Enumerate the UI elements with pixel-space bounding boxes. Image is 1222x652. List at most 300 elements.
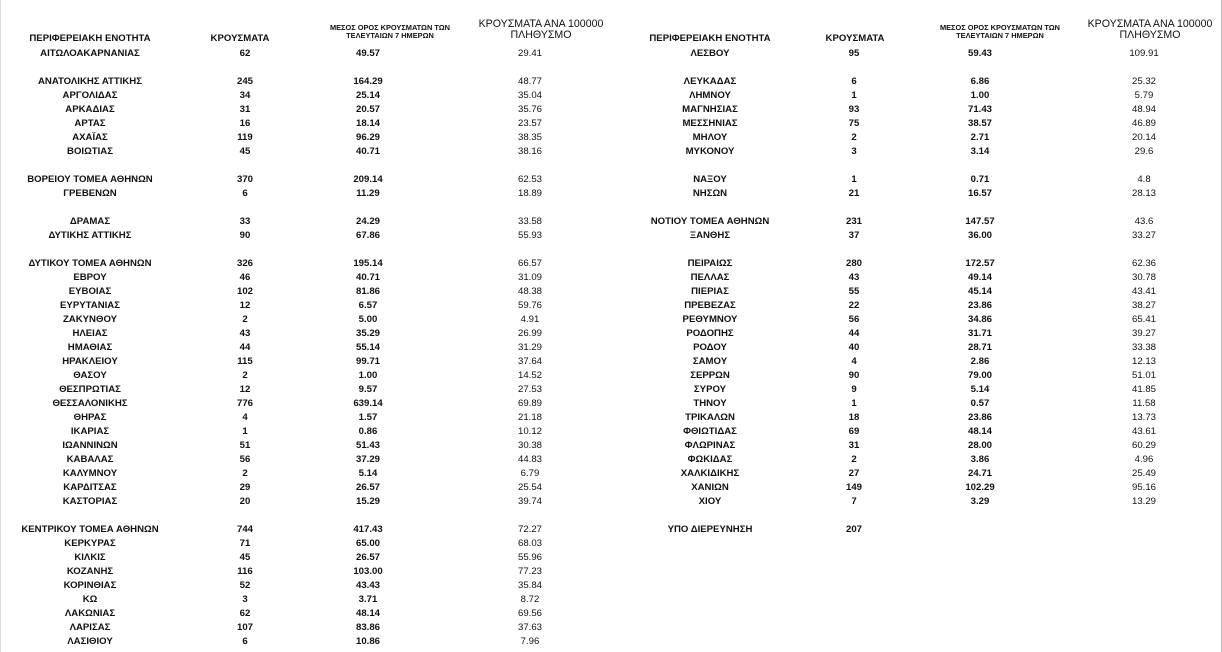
avg7-cell: 55.14 [355,342,380,353]
cases-cell: 280 [845,258,862,269]
per100k-cell: 21.18 [517,412,542,423]
region-cell: ΕΥΡΥΤΑΝΙΑΣ [60,300,120,311]
avg7-cell: 195.14 [353,258,383,269]
region-cell: ΝΗΣΩΝ [692,188,728,199]
region-cell: ΛΑΡΙΣΑΣ [69,622,111,633]
per100k-cell: 38.35 [517,132,542,143]
region-cell: ΔΡΑΜΑΣ [69,216,111,227]
table-row [0,300,610,313]
per100k-cell: 25.49 [1131,468,1156,479]
avg7-cell: 1.00 [970,90,990,101]
region-cell: ΧΑΛΚΙΔΙΚΗΣ [680,468,740,479]
avg7-cell: 1.00 [358,370,378,381]
cases-cell: 1 [851,90,857,101]
cases-cell: 4 [851,356,857,367]
per100k-cell: 6.79 [520,468,540,479]
cases-cell: 119 [237,132,253,143]
avg7-cell: 67.86 [355,230,380,241]
per100k-cell: 30.78 [1131,272,1156,283]
avg7-cell: 147.57 [965,216,995,227]
per100k-cell: 69.56 [517,608,542,619]
cases-cell: 31 [848,440,860,451]
per100k-cell: 41.85 [1131,384,1156,395]
table-row [608,48,1222,61]
per100k-cell: 62.53 [517,174,542,185]
cases-cell: 37 [848,230,860,241]
per100k-cell: 68.03 [517,538,542,549]
cases-cell: 1 [851,174,857,185]
cases-cell: 102 [236,286,253,297]
cases-cell: 31 [239,104,251,115]
cases-cell: 12 [239,300,251,311]
cases-cell: 29 [239,482,251,493]
table-row [0,76,610,89]
cases-cell: 776 [236,398,253,409]
per100k-cell: 20.14 [1131,132,1156,143]
table-row [608,174,1222,187]
avg7-cell: 2.86 [970,356,990,367]
region-cell: ΛΑΣΙΘΙΟΥ [67,636,113,647]
avg7-cell: 164.29 [353,76,383,87]
cases-cell: 34 [239,90,251,101]
per100k-cell: 31.29 [517,342,542,353]
table-row [608,468,1222,481]
region-cell: ΘΗΡΑΣ [73,412,107,423]
cases-cell: 2 [851,454,857,465]
per100k-cell: 35.04 [517,90,542,101]
cases-cell: 43 [239,328,251,339]
cases-cell: 4 [242,412,248,423]
per100k-cell: 38.16 [517,146,542,157]
region-cell: ΧΙΟΥ [698,496,722,507]
region-cell: ΚΑΛΥΜΝΟΥ [62,468,118,479]
region-cell: ΣΑΜΟΥ [692,356,728,367]
per100k-cell: 95.16 [1131,482,1156,493]
per100k-cell: 33.27 [1131,230,1156,241]
region-cell: ΣΥΡΟΥ [693,384,727,395]
cases-cell: 44 [239,342,251,353]
header-per100k: ΚΡΟΥΣΜΑΤΑ ΑΝΑ 100000 ΠΛΗΘΥΣΜΟ [478,18,604,42]
table-row [0,524,610,537]
region-cell: ΗΜΑΘΙΑΣ [67,342,113,353]
avg7-cell: 59.43 [967,48,992,59]
region-cell: ΞΑΝΘΗΣ [689,230,731,241]
avg7-cell: 5.14 [358,468,378,479]
cases-cell: 7 [851,496,857,507]
cases-cell: 3 [242,594,248,605]
avg7-cell: 3.86 [970,454,990,465]
region-cell: ΘΕΣΣΑΛΟΝΙΚΗΣ [52,398,128,409]
table-row [0,482,610,495]
region-cell: ΗΛΕΙΑΣ [72,328,108,339]
per100k-cell: 13.29 [1131,496,1156,507]
avg7-cell: 35.29 [355,328,380,339]
table-row [608,104,1222,117]
cases-cell: 1 [242,426,248,437]
avg7-cell: 38.57 [967,118,992,129]
region-cell: ΛΗΜΝΟΥ [689,90,731,101]
per100k-cell: 43.61 [1131,426,1156,437]
region-cell: ΚΕΡΚΥΡΑΣ [64,538,116,549]
table-row [608,328,1222,341]
avg7-cell: 28.71 [967,342,992,353]
avg7-cell: 0.86 [358,426,378,437]
table-row [0,412,610,425]
avg7-cell: 2.71 [970,132,990,143]
region-cell: ΡΟΔΟΥ [693,342,727,353]
region-cell: ΚΑΡΔΙΤΣΑΣ [63,482,117,493]
table-row [608,412,1222,425]
per100k-cell: 38.27 [1131,300,1156,311]
table-row [0,370,610,383]
region-cell: ΛΕΣΒΟΥ [690,48,730,59]
avg7-cell: 79.00 [967,370,992,381]
table-row [608,496,1222,509]
per100k-cell: 18.89 [517,188,542,199]
avg7-cell: 26.57 [355,552,380,563]
per100k-cell: 4.96 [1134,454,1154,465]
avg7-cell: 18.14 [355,118,380,129]
table-row [0,552,610,565]
cases-cell: 326 [236,258,253,269]
avg7-cell: 20.57 [355,104,380,115]
cases-cell: 69 [848,426,860,437]
table-row [0,426,610,439]
cases-cell: 71 [239,538,251,549]
per100k-cell: 51.01 [1131,370,1156,381]
avg7-cell: 0.57 [970,398,990,409]
table-row [608,342,1222,355]
per100k-cell: 69.89 [517,398,542,409]
cases-cell: 95 [848,48,860,59]
avg7-cell: 209.14 [353,174,383,185]
per100k-cell: 44.83 [517,454,542,465]
table-row [608,216,1222,229]
table-row [0,342,610,355]
avg7-cell: 48.14 [967,426,992,437]
cases-cell: 56 [239,454,251,465]
region-cell: ΕΥΒΟΙΑΣ [68,286,112,297]
region-cell: ΛΑΚΩΝΙΑΣ [64,608,116,619]
region-cell: ΡΟΔΟΠΗΣ [686,328,734,339]
table-row [608,146,1222,159]
table-row [0,118,610,131]
region-cell: ΚΟΖΑΝΗΣ [66,566,114,577]
table-row [608,370,1222,383]
avg7-cell: 83.86 [355,622,380,633]
cases-cell: 40 [848,342,860,353]
avg7-cell: 24.71 [967,468,992,479]
region-cell: ΝΟΤΙΟΥ ΤΟΜΕΑ ΑΘΗΝΩΝ [650,216,770,227]
table-row [0,258,610,271]
avg7-cell: 25.14 [355,90,380,101]
avg7-cell: 40.71 [355,146,380,157]
region-cell: ΣΕΡΡΩΝ [690,370,730,381]
region-cell: ΚΕΝΤΡΙΚΟΥ ΤΟΜΕΑ ΑΘΗΝΩΝ [21,524,159,535]
per100k-cell: 37.63 [517,622,542,633]
avg7-cell: 11.29 [356,188,380,199]
region-cell: ΑΝΑΤΟΛΙΚΗΣ ΑΤΤΙΚΗΣ [38,76,142,87]
table-row [0,538,610,551]
table-row [0,104,610,117]
avg7-cell: 28.00 [967,440,992,451]
table-row [608,314,1222,327]
cases-cell: 370 [236,174,253,185]
cases-cell: 6 [851,76,857,87]
header-per100k: ΚΡΟΥΣΜΑΤΑ ΑΝΑ 100000 ΠΛΗΘΥΣΜΟ [1087,18,1213,42]
cases-cell: 116 [237,566,253,577]
region-cell: ΔΥΤΙΚΟΥ ΤΟΜΕΑ ΑΘΗΝΩΝ [28,258,152,269]
avg7-cell: 3.71 [358,594,378,605]
region-cell: ΔΥΤΙΚΗΣ ΑΤΤΙΚΗΣ [48,230,132,241]
region-cell: ΑΡΚΑΔΙΑΣ [65,104,115,115]
table-row [0,286,610,299]
avg7-cell: 3.29 [970,496,990,507]
avg7-cell: 16.57 [967,188,992,199]
table-row [608,118,1222,131]
avg7-cell: 96.29 [355,132,380,143]
avg7-cell: 3.14 [970,146,990,157]
cases-cell: 51 [239,440,251,451]
region-cell: ΘΕΣΠΡΩΤΙΑΣ [59,384,121,395]
per100k-cell: 13.73 [1131,412,1156,423]
cases-cell: 62 [239,48,251,59]
per100k-cell: 62.36 [1131,258,1156,269]
table-row [608,76,1222,89]
avg7-cell: 103.00 [353,566,383,577]
cases-cell: 149 [845,482,862,493]
region-cell: ΘΑΣΟΥ [73,370,107,381]
per100k-cell: 29.41 [517,48,542,59]
per100k-cell: 59.76 [517,300,542,311]
cases-cell: 3 [851,146,857,157]
avg7-cell: 49.14 [967,272,992,283]
region-cell: ΚΩ [82,594,98,605]
region-cell: ΑΡΤΑΣ [74,118,106,129]
avg7-cell: 37.29 [355,454,380,465]
cases-cell: 75 [848,118,860,129]
per100k-cell: 31.09 [517,272,542,283]
per100k-cell: 39.74 [517,496,542,507]
region-cell: ΚΑΒΑΛΑΣ [66,454,114,465]
per100k-cell: 33.38 [1131,342,1156,353]
cases-cell: 22 [848,300,860,311]
cases-cell: 207 [845,524,862,535]
per100k-cell: 8.72 [520,594,540,605]
per100k-cell: 4.91 [520,314,540,325]
per100k-cell: 60.29 [1131,440,1156,451]
per100k-cell: 43.6 [1134,216,1154,227]
region-cell: ΜΕΣΣΗΝΙΑΣ [682,118,738,129]
cases-cell: 2 [242,314,248,325]
per100k-cell: 72.27 [517,524,542,535]
avg7-cell: 6.86 [970,76,990,87]
per100k-cell: 35.84 [517,580,542,591]
table-row [0,188,610,201]
avg7-cell: 65.00 [355,538,380,549]
avg7-cell: 639.14 [353,398,383,409]
table-row [608,426,1222,439]
table-row [0,454,610,467]
region-cell: ΙΚΑΡΙΑΣ [70,426,110,437]
region-cell: ΖΑΚΥΝΘΟΥ [62,314,118,325]
table-row [0,356,610,369]
table-row [0,174,610,187]
region-cell: ΚΙΛΚΙΣ [74,552,106,563]
table-row [608,258,1222,271]
per100k-cell: 23.57 [517,118,542,129]
per100k-cell: 14.52 [517,370,542,381]
cases-cell: 56 [848,314,860,325]
region-cell: ΠΙΕΡΙΑΣ [691,286,729,297]
per100k-cell: 55.93 [517,230,542,241]
per100k-cell: 29.6 [1134,146,1154,157]
cases-cell: 2 [242,468,248,479]
region-cell: ΤΡΙΚΑΛΩΝ [685,412,735,423]
cases-cell: 744 [236,524,253,535]
cases-cell: 115 [237,356,253,367]
table-row [0,90,610,103]
region-cell: ΕΒΡΟΥ [73,272,107,283]
table-row [0,146,610,159]
per100k-cell: 30.38 [517,440,542,451]
per100k-cell: 48.94 [1131,104,1156,115]
per100k-cell: 28.13 [1131,188,1156,199]
cases-cell: 90 [848,370,860,381]
avg7-cell: 99.71 [355,356,380,367]
region-cell: ΠΕΙΡΑΙΩΣ [687,258,733,269]
per100k-cell: 65.41 [1131,314,1156,325]
avg7-cell: 24.29 [355,216,380,227]
per100k-cell: 55.96 [517,552,542,563]
table-row [0,328,610,341]
cases-cell: 55 [848,286,860,297]
cases-cell: 245 [236,76,253,87]
avg7-cell: 71.43 [967,104,992,115]
region-cell: ΙΩΑΝΝΙΝΩΝ [62,440,118,451]
per100k-cell: 39.27 [1131,328,1156,339]
cases-cell: 107 [236,622,253,633]
avg7-cell: 9.57 [358,384,378,395]
region-cell: ΚΟΡΙΝΘΙΑΣ [63,580,117,591]
region-cell: ΑΡΓΟΛΙΔΑΣ [62,90,118,101]
cases-cell: 16 [239,118,251,129]
avg7-cell: 417.43 [353,524,383,535]
region-cell: ΑΙΤΩΛΟΑΚΑΡΝΑΝΙΑΣ [40,48,140,59]
table-row [608,132,1222,145]
region-cell: ΒΟΙΩΤΙΑΣ [67,146,113,157]
avg7-cell: 34.86 [967,314,992,325]
per100k-cell: 10.12 [517,426,542,437]
cases-cell: 18 [848,412,860,423]
region-cell: ΠΡΕΒΕΖΑΣ [684,300,736,311]
table-row [608,384,1222,397]
avg7-cell: 43.43 [355,580,380,591]
region-cell: ΗΡΑΚΛΕΙΟΥ [62,356,118,367]
region-cell: ΤΗΝΟΥ [693,398,727,409]
header-region: ΠΕΡΙΦΕΡΕΙΑΚΗ ΕΝΟΤΗΤΑ [649,33,771,44]
avg7-cell: 48.14 [355,608,380,619]
cases-cell: 2 [851,132,857,143]
table-row [608,230,1222,243]
table-row [608,482,1222,495]
header-avg7: ΜΕΣΟΣ ΟΡΟΣ ΚΡΟΥΣΜΑΤΩΝ ΤΩΝ ΤΕΛΕΥΤΑΙΩΝ 7 ΗΜΕΡΩΝ [329,23,451,40]
avg7-cell: 36.00 [967,230,992,241]
table-row [608,286,1222,299]
region-cell: ΒΟΡΕΙΟΥ ΤΟΜΕΑ ΑΘΗΝΩΝ [27,174,153,185]
avg7-cell: 1.57 [358,412,378,423]
table-row [0,314,610,327]
table-row [608,90,1222,103]
table-row [608,300,1222,313]
header-cases: ΚΡΟΥΣΜΑΤΑ [825,33,885,44]
table-row [0,272,610,285]
cases-cell: 21 [848,188,860,199]
region-cell: ΚΑΣΤΟΡΙΑΣ [62,496,118,507]
cases-cell: 43 [848,272,860,283]
per100k-cell: 27.53 [517,384,542,395]
table-row [608,440,1222,453]
per100k-cell: 5.79 [1134,90,1154,101]
per100k-cell: 109.91 [1129,48,1159,59]
per100k-cell: 66.57 [517,258,542,269]
region-cell: ΜΥΚΟΝΟΥ [685,146,735,157]
region-cell: ΡΕΘΥΜΝΟΥ [682,314,738,325]
avg7-cell: 0.71 [970,174,990,185]
region-cell: ΛΕΥΚΑΔΑΣ [683,76,737,87]
table-row [0,566,610,579]
per100k-cell: 11.58 [1132,398,1156,409]
table-row [0,496,610,509]
cases-cell: 46 [239,272,251,283]
cases-cell: 52 [239,580,251,591]
region-cell: ΑΧΑΪΑΣ [72,132,108,143]
avg7-cell: 172.57 [965,258,995,269]
per100k-cell: 48.77 [517,76,542,87]
avg7-cell: 15.29 [355,496,380,507]
cases-cell: 44 [848,328,860,339]
table-row [0,216,610,229]
region-cell: ΦΩΚΙΔΑΣ [687,454,733,465]
table-row [608,454,1222,467]
region-cell: ΦΘΙΩΤΙΔΑΣ [683,426,737,437]
avg7-cell: 23.86 [967,412,992,423]
per100k-cell: 37.64 [517,356,542,367]
table-row [0,440,610,453]
table-row [0,468,610,481]
cases-cell: 231 [845,216,862,227]
cases-cell: 12 [239,384,251,395]
region-cell: ΜΗΛΟΥ [692,132,728,143]
table-row [0,230,610,243]
avg7-cell: 6.57 [358,300,378,311]
per100k-cell: 12.13 [1131,356,1156,367]
table-row [0,48,610,61]
cases-cell: 27 [848,468,860,479]
header-region: ΠΕΡΙΦΕΡΕΙΑΚΗ ΕΝΟΤΗΤΑ [29,33,151,44]
table-row [608,356,1222,369]
header-avg7: ΜΕΣΟΣ ΟΡΟΣ ΚΡΟΥΣΜΑΤΩΝ ΤΩΝ ΤΕΛΕΥΤΑΙΩΝ 7 ΗΜΕΡΩΝ [939,23,1061,40]
cases-cell: 90 [239,230,251,241]
avg7-cell: 45.14 [967,286,992,297]
per100k-cell: 48.38 [517,286,542,297]
cases-cell: 9 [851,384,857,395]
table-row [608,398,1222,411]
table-row [0,398,610,411]
avg7-cell: 40.71 [355,272,380,283]
table-row [0,384,610,397]
table-row [608,188,1222,201]
